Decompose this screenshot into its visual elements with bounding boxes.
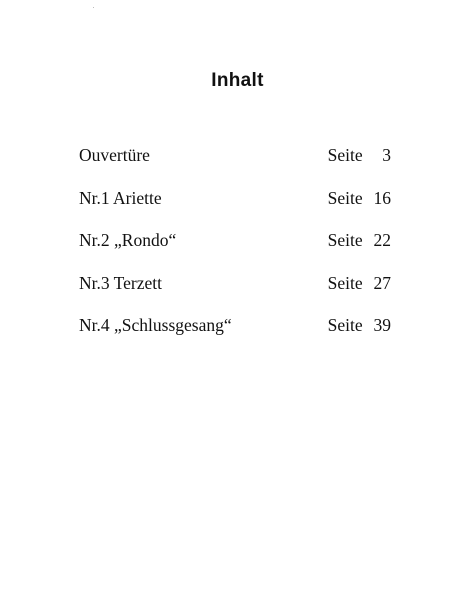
toc-entry [79, 230, 394, 273]
toc-entry-title: Nr.4 „Schlussgesang“ [79, 315, 232, 335]
table-of-contents [79, 145, 394, 358]
toc-page-word: Seite [327, 272, 363, 293]
toc-page-number: 39 [373, 315, 391, 335]
toc-entry-title: Nr.1 Ariette [79, 187, 162, 208]
toc-entry-page [328, 273, 391, 293]
toc-entry-title: Nr.3 Terzett [79, 272, 163, 293]
toc-page-word: Seite [327, 315, 363, 335]
toc-page-word: Seite [327, 187, 363, 208]
scan-speck [93, 7, 94, 8]
toc-page-number: 22 [373, 230, 391, 250]
toc-page-word: Seite [327, 230, 363, 250]
toc-entry [79, 145, 394, 188]
page-title: Inhalt [211, 70, 264, 91]
toc-page-number: 16 [373, 187, 391, 208]
toc-entry [79, 315, 394, 358]
toc-page-number: 3 [382, 145, 391, 165]
toc-entry [79, 188, 394, 231]
toc-entry-page [328, 145, 391, 165]
toc-page-number: 27 [373, 272, 391, 293]
toc-page-word: Seite [327, 145, 363, 165]
toc-entry-title: Nr.2 „Rondo“ [79, 230, 177, 250]
toc-entry [79, 273, 394, 316]
toc-entry-page [328, 188, 391, 208]
toc-entry-title: Ouvertüre [79, 145, 150, 165]
toc-entry-page [328, 315, 391, 335]
toc-entry-page [328, 230, 391, 250]
